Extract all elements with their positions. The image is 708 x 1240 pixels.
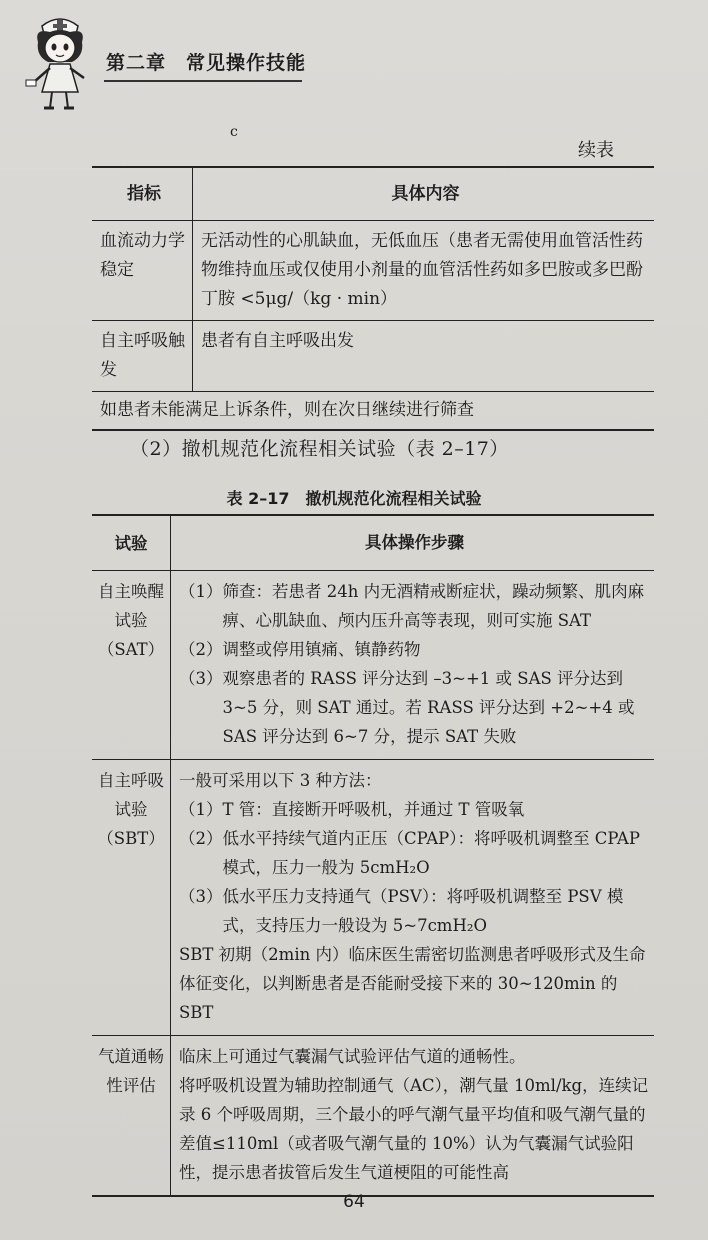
header-rule xyxy=(104,80,302,82)
trial-name: 气道通畅性评估 xyxy=(92,1036,171,1197)
row-label: 自主呼吸触发 xyxy=(92,321,193,392)
trial-steps xyxy=(171,1036,655,1197)
trial-intro: 一般可采用以下 3 种方法： xyxy=(179,771,382,790)
step-number: （1） xyxy=(179,800,223,819)
step-number: （2） xyxy=(179,640,223,659)
stray-print-mark: c xyxy=(230,124,238,140)
row-content: 无活动性的心肌缺血，无低血压（患者无需使用血管活性药物维持血压或仅使用小剂量的血管活性药如多巴胺或多巴酚丁胺 <5μg/（kg · min） xyxy=(193,221,655,321)
step-item xyxy=(179,664,650,751)
row-content: 患者有自主呼吸出发 xyxy=(193,321,655,392)
table-header-row xyxy=(92,515,654,571)
table-caption: 表 2–17 撤机规范化流程相关试验 xyxy=(226,489,482,508)
step-number: （3） xyxy=(179,887,223,906)
step-item xyxy=(179,795,650,824)
column-header-steps: 具体操作步骤 xyxy=(171,515,655,571)
step-item xyxy=(179,635,650,664)
weaning-trials-table xyxy=(92,514,654,1197)
table-row xyxy=(92,221,654,321)
table-row xyxy=(92,571,654,760)
step-item xyxy=(179,882,650,940)
chapter-running-head: 第二章 常见操作技能 xyxy=(106,52,307,74)
step-text: 低水平压力支持通气（PSV）：将呼吸机调整至 PSV 模式，支持压力一般设为 5~7cmH₂O xyxy=(222,887,624,935)
column-header-trial: 试验 xyxy=(92,515,171,571)
table-row xyxy=(92,321,654,392)
step-number: （1） xyxy=(179,582,223,601)
trial-name: 自主唤醒试验（SAT） xyxy=(92,571,171,760)
trial-intro: 临床上可通过气囊漏气试验评估气道的通畅性。 xyxy=(179,1047,526,1066)
step-text: 低水平持续气道内正压（CPAP）：将呼吸机调整至 CPAP 模式，压力一般为 5cmH₂O xyxy=(222,829,640,877)
step-number: （3） xyxy=(179,669,223,688)
page-number: 64 xyxy=(343,1192,365,1212)
step-text: T 管：直接断开呼吸机，并通过 T 管吸氧 xyxy=(222,800,525,819)
continued-label: 续表 xyxy=(578,140,614,161)
trial-steps xyxy=(171,571,655,760)
criteria-table-continued xyxy=(92,166,654,431)
section-heading: （2）撤机规范化流程相关试验（表 2–17） xyxy=(130,438,509,460)
row-label: 血流动力学稳定 xyxy=(92,221,193,321)
column-header-content: 具体内容 xyxy=(193,167,655,221)
step-number: （2） xyxy=(179,829,223,848)
step-text: 调整或停用镇痛、镇静药物 xyxy=(222,640,421,659)
step-item xyxy=(179,824,650,882)
trial-steps xyxy=(171,760,655,1036)
table-note-row xyxy=(92,392,654,431)
step-text: 筛查：若患者 24h 内无酒精戒断症状，躁动频繁、肌肉麻痹、心肌缺血、颅内压升高等表现，则可实施 SAT xyxy=(222,582,645,630)
table-row xyxy=(92,1036,654,1197)
step-text: 观察患者的 RASS 评分达到 –3~+1 或 SAS 评分达到 3~5 分，则 SAT 通过。若 RASS 评分达到 +2~+4 或 SAS 评分达到 6~7 分，提示 SAT 失败 xyxy=(222,669,635,746)
trial-outro: 将呼吸机设置为辅助控制通气（AC），潮气量 10ml/kg，连续记录 6 个呼吸周期，三个最小的呼气潮气量平均值和吸气潮气量的差值≤110ml（或者吸气潮气量的 10%）认为气囊漏气试验阳性，提示患者拔管后发生气道梗阻的可能性高 xyxy=(179,1076,649,1182)
table-row xyxy=(92,760,654,1036)
trial-outro: SBT 初期（2min 内）临床医生需密切监测患者呼吸形式及生命体征变化，以判断患者是否能耐受接下来的 30~120min 的 SBT xyxy=(179,945,646,1022)
table-note: 如患者未能满足上诉条件，则在次日继续进行筛查 xyxy=(92,392,654,431)
column-header-indicator: 指标 xyxy=(92,167,193,221)
nurse-mascot-icon xyxy=(20,8,100,112)
table-header-row xyxy=(92,167,654,221)
step-item xyxy=(179,577,650,635)
trial-name: 自主呼吸试验（SBT） xyxy=(92,760,171,1036)
